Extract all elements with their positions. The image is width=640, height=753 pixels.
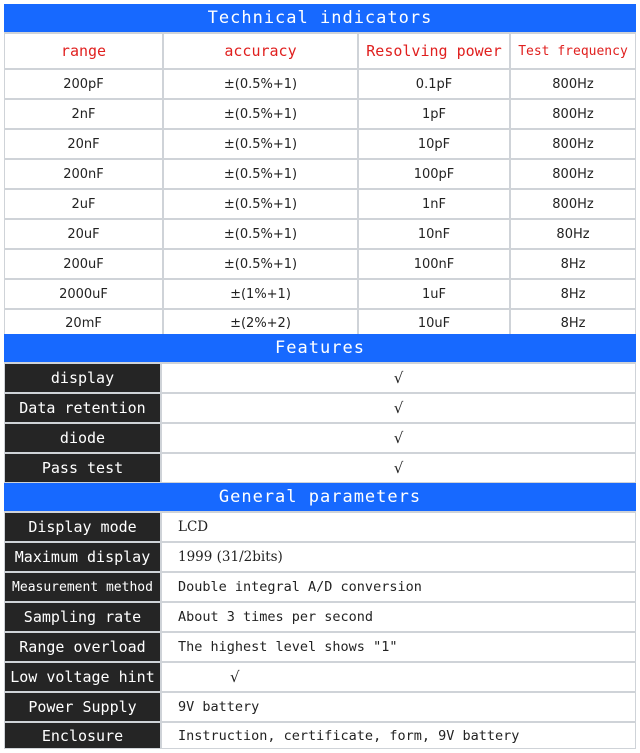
checkmark-icon: √ xyxy=(162,663,635,691)
accuracy-cell: ±(0.5%+1) xyxy=(164,220,357,248)
range-cell: 2uF xyxy=(5,190,162,218)
accuracy-cell: ±(2%+2) xyxy=(164,310,357,336)
accuracy-cell: ±(0.5%+1) xyxy=(164,160,357,188)
feature-label: Data retention xyxy=(5,394,160,422)
feature-label: diode xyxy=(5,424,160,452)
resolution-cell: 100nF xyxy=(359,250,509,278)
parameter-value: Double integral A/D conversion xyxy=(162,573,635,601)
accuracy-cell: ±(0.5%+1) xyxy=(164,100,357,128)
frequency-cell: 800Hz xyxy=(511,190,635,218)
header-resolving-power: Resolving power xyxy=(359,34,509,68)
frequency-cell: 80Hz xyxy=(511,220,635,248)
parameter-value: 9V battery xyxy=(162,693,635,721)
resolution-cell: 10uF xyxy=(359,310,509,336)
accuracy-cell: ±(0.5%+1) xyxy=(164,70,357,98)
frequency-cell: 800Hz xyxy=(511,160,635,188)
feature-label: display xyxy=(5,364,160,392)
parameter-value: 1999 (31/2bits) xyxy=(162,543,635,571)
resolution-cell: 100pF xyxy=(359,160,509,188)
range-cell: 20nF xyxy=(5,130,162,158)
header-range: range xyxy=(5,34,162,68)
checkmark-icon: √ xyxy=(162,394,635,422)
accuracy-cell: ±(0.5%+1) xyxy=(164,190,357,218)
parameter-label: Display mode xyxy=(5,513,160,541)
accuracy-cell: ±(0.5%+1) xyxy=(164,130,357,158)
frequency-cell: 800Hz xyxy=(511,100,635,128)
accuracy-cell: ±(0.5%+1) xyxy=(164,250,357,278)
range-cell: 20uF xyxy=(5,220,162,248)
parameter-label: Sampling rate xyxy=(5,603,160,631)
range-cell: 200nF xyxy=(5,160,162,188)
general-parameters-title: General parameters xyxy=(4,483,636,511)
parameter-label: Enclosure xyxy=(5,723,160,748)
checkmark-icon: √ xyxy=(162,454,635,482)
header-test-frequency: Test frequency xyxy=(511,34,635,68)
parameter-label: Maximum display xyxy=(5,543,160,571)
range-cell: 20mF xyxy=(5,310,162,336)
frequency-cell: 8Hz xyxy=(511,280,635,308)
frequency-cell: 8Hz xyxy=(511,310,635,336)
parameter-label: Power Supply xyxy=(5,693,160,721)
spec-sheet xyxy=(4,4,636,749)
checkmark-icon: √ xyxy=(162,424,635,452)
range-cell: 2nF xyxy=(5,100,162,128)
resolution-cell: 1nF xyxy=(359,190,509,218)
resolution-cell: 10nF xyxy=(359,220,509,248)
resolution-cell: 10pF xyxy=(359,130,509,158)
features-title: Features xyxy=(4,334,636,362)
parameter-label: Measurement method xyxy=(5,573,160,601)
parameter-label: Low voltage hint xyxy=(5,663,160,691)
range-cell: 200uF xyxy=(5,250,162,278)
frequency-cell: 800Hz xyxy=(511,70,635,98)
parameter-value: Instruction, certificate, form, 9V battery xyxy=(162,723,635,748)
accuracy-cell: ±(1%+1) xyxy=(164,280,357,308)
range-cell: 2000uF xyxy=(5,280,162,308)
parameter-value: About 3 times per second xyxy=(162,603,635,631)
feature-label: Pass test xyxy=(5,454,160,482)
frequency-cell: 800Hz xyxy=(511,130,635,158)
parameter-label: Range overload xyxy=(5,633,160,661)
frequency-cell: 8Hz xyxy=(511,250,635,278)
resolution-cell: 1uF xyxy=(359,280,509,308)
resolution-cell: 1pF xyxy=(359,100,509,128)
parameter-value: The highest level shows "1" xyxy=(162,633,635,661)
checkmark-icon: √ xyxy=(162,364,635,392)
technical-indicators-title: Technical indicators xyxy=(4,4,636,32)
header-accuracy: accuracy xyxy=(164,34,357,68)
range-cell: 200pF xyxy=(5,70,162,98)
parameter-value: LCD xyxy=(162,513,635,541)
resolution-cell: 0.1pF xyxy=(359,70,509,98)
